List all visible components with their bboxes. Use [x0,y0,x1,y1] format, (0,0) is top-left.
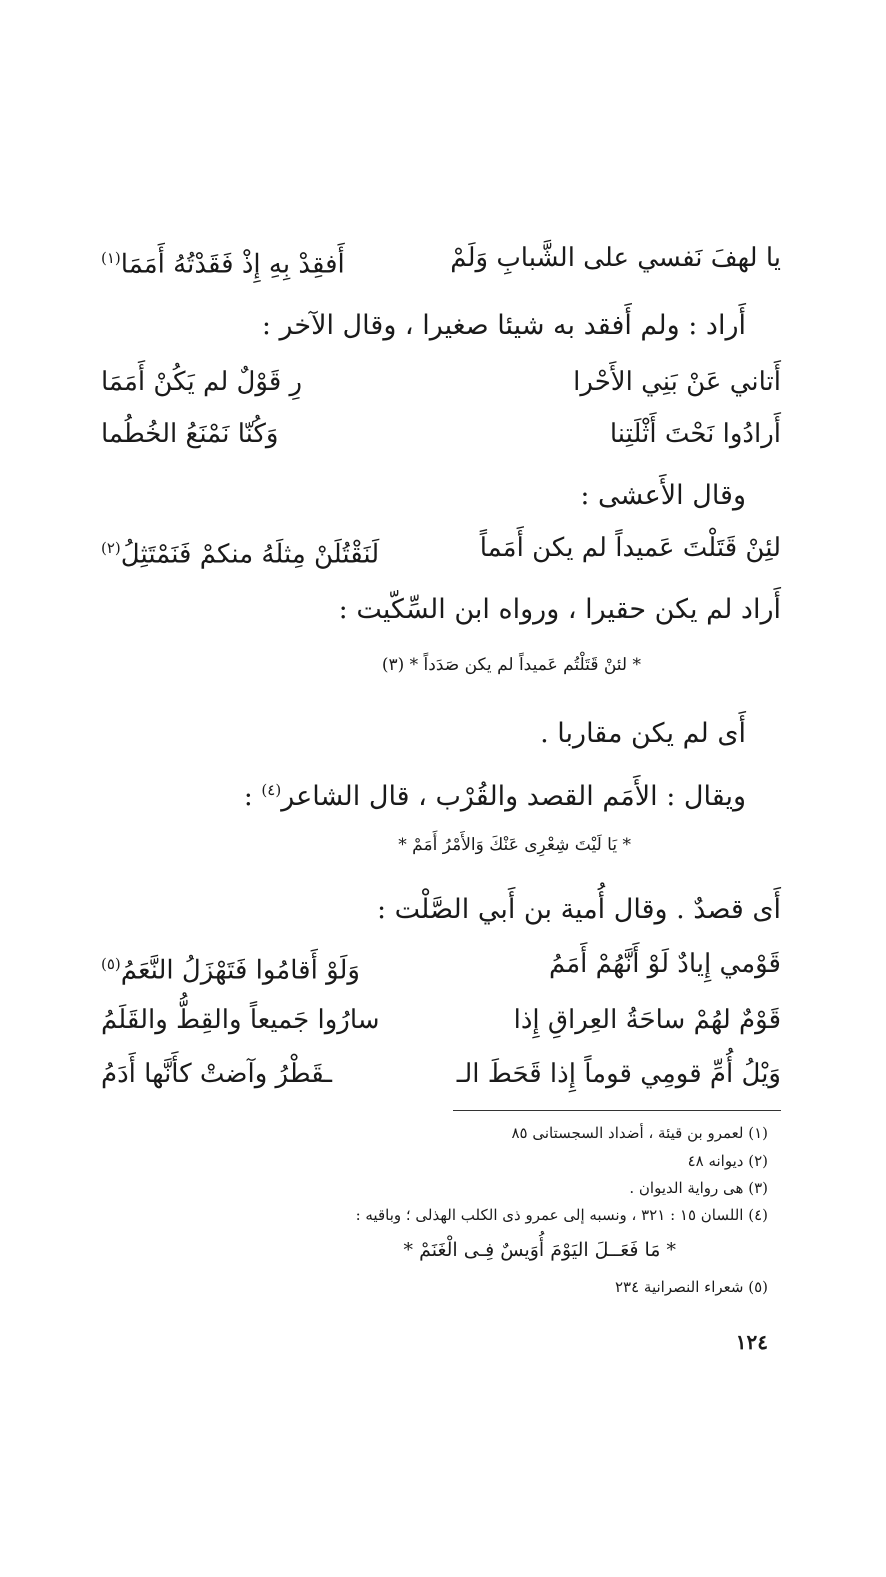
prose-line-5-text: ويقال : الأَمَم القصد والقُرْب ، قال الشاعر [281,781,746,812]
prose-line-5 [244,770,746,817]
half-verse-2: * يَا لَيْتَ شِعْرِى عَنْكَ وَالأَمْرُ أَمَمْ * [398,835,631,855]
verse-2 [101,362,781,402]
footnote-marker-5: (٥) [101,955,121,973]
footnote-5: (٥) شعراء النصرانية ٢٣٤ [614,1278,768,1296]
verse-5-second-hemistich [101,944,360,991]
verse-7-second-hemistich: ـقَطْرُ وآضتْ كأَنَّها أَدَمُ [101,1059,332,1089]
footnote-marker-3: (٣) [381,655,405,675]
half-verse-1 [382,650,641,680]
verse-6-first-hemistich: قَوْمٌ لهُمْ ساحَةُ العِراقِ إِذا [513,1005,781,1035]
verse-4 [101,528,781,575]
page-number: ١٢٤ [735,1330,768,1354]
prose-line-3: أَراد لم يكن حقيرا ، ورواه ابن السِّكّيت : [338,594,781,625]
footnote-1: (١) لعمرو بن قيئة ، أضداد السجستانى ٨٥ [511,1124,768,1142]
verse-4-first-hemistich: لئِنْ قَتَلْتَ عَميداً لم يكن أَمَماً [479,533,781,563]
verse-1-second-text: أَفقِدْ بِهِ إِذْ فَقَدْتُهُ أَمَمَا [120,249,345,280]
verse-2-first-hemistich: أَتاني عَنْ بَنِي الأَحْرا [573,367,781,397]
verse-6-second-hemistich: سارُوا جَميعاً والقِطُّ والقَلَمُ [101,1005,380,1035]
verse-3-first-hemistich: أَرادُوا نَحْتَ أَثْلَتِنا [609,419,781,449]
verse-5 [101,944,781,991]
verse-7 [101,1054,781,1094]
verse-4-second-text: لَنَقْتُلَنْ مِثلَهُ منكمْ فَنَمْتَثِلُ [120,539,380,570]
footnote-verse: * مَا فَعَــلَ اليَوْمَ أُوَيسٌ فِـى الْغَنَمْ * [403,1239,676,1261]
verse-1 [101,238,781,285]
footnote-marker-2: (٢) [101,539,121,557]
verse-1-first-hemistich: يا لهفَ نَفسي على الشَّبابِ وَلَمْ [450,243,781,273]
verse-3 [101,414,781,454]
prose-line-5-colon: : [243,781,262,812]
verse-1-second-hemistich [101,238,345,285]
verse-3-second-hemistich: وَكُنّا نَمْنَعُ الخُطُما [101,419,279,449]
verse-6 [101,1000,781,1040]
verse-7-first-hemistich: وَيْلُ أُمِّ قومِي قوماً إِذا قَحَطَ الـ [456,1059,781,1089]
prose-line-4: أَى لم يكن مقاربا . [540,718,746,749]
footnote-divider [453,1110,781,1111]
prose-line-6: أَى قصدٌ . وقال أُمية بن أَبي الصَّلْت : [376,894,781,925]
half-verse-1-text: * لئنْ قَتَلْتُم عَميداً لم يكن صَدَداً * [409,655,641,675]
footnote-2: (٢) ديوانه ٤٨ [687,1152,768,1170]
footnote-3: (٣) هى رواية الديوان . [629,1179,768,1197]
verse-5-first-hemistich: قَوْمي إِيادٌ لَوْ أَنَّهُمْ أَمَمُ [548,949,781,979]
verse-2-second-hemistich: رِ قَوْلٌ لم يَكُنْ أَمَمَا [101,367,303,397]
verse-5-second-text: وَلَوْ أَقامُوا فَتَهْزَلُ النَّعَمُ [120,955,360,986]
footnote-4: (٤) اللسان ١٥ : ٣٢١ ، ونسبه إلى عمرو ذى الكلب الهذلى ؛ وباقيه : [355,1206,768,1224]
prose-line-1: أَراد : ولم أَفقد به شيئا صغيرا ، وقال الآخر : [261,310,746,341]
prose-line-2: وقال الأَعشى : [580,480,746,511]
footnote-marker-4: (٤) [261,781,282,799]
footnote-marker-1: (١) [101,249,121,267]
verse-4-second-hemistich [101,528,379,575]
